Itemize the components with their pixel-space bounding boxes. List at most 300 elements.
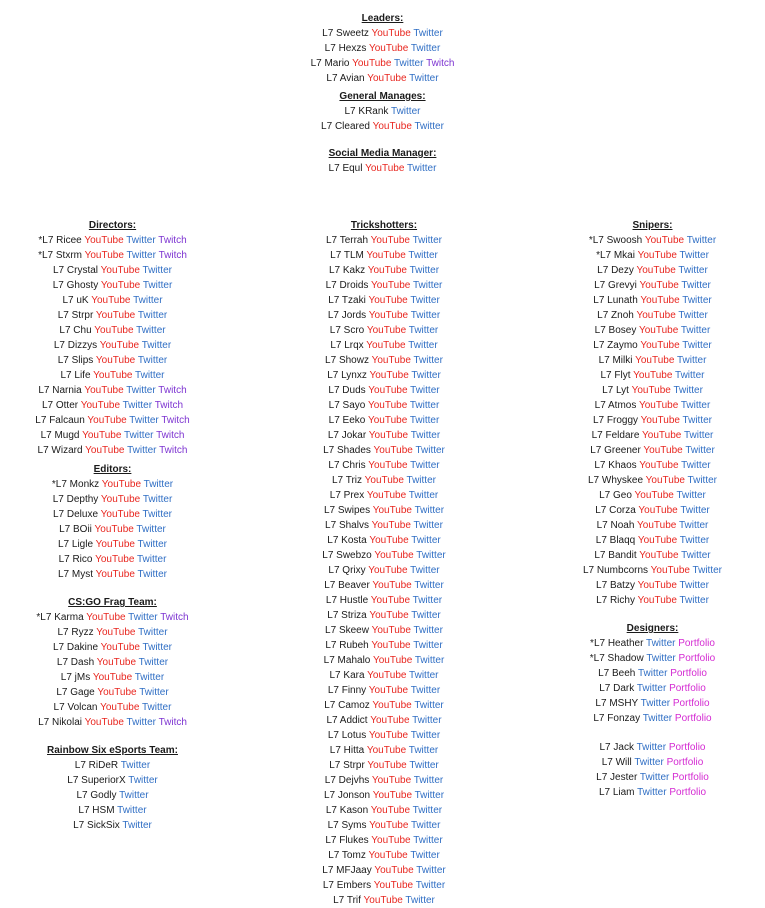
member-name: L7 Jokar [327, 430, 367, 441]
youtube-link[interactable]: YouTube [637, 595, 677, 606]
twitter-link[interactable]: Twitter [680, 505, 710, 516]
youtube-link[interactable]: YouTube [100, 509, 140, 520]
twitter-link[interactable]: Twitter [128, 775, 158, 786]
youtube-link[interactable]: YouTube [94, 325, 134, 336]
twitter-link[interactable]: Twitter [410, 310, 441, 321]
youtube-link[interactable]: YouTube [87, 415, 127, 426]
twitter-link[interactable]: Twitter [133, 295, 163, 306]
member-name: L7 Showz [325, 355, 369, 366]
twitter-link[interactable]: Twitter [126, 250, 156, 261]
youtube-link[interactable]: YouTube [97, 687, 137, 698]
youtube-link[interactable]: YouTube [368, 295, 408, 306]
twitter-link[interactable]: Twitter [413, 625, 443, 636]
twitter-link[interactable]: Twitter [413, 28, 443, 39]
member-row [540, 323, 765, 338]
twitter-link[interactable]: Twitter [415, 880, 446, 891]
youtube-link[interactable]: YouTube [642, 430, 682, 441]
youtube-link[interactable]: YouTube [94, 524, 134, 535]
member-name: L7 Triz [332, 475, 363, 486]
twitter-link[interactable]: Twitter [409, 265, 440, 276]
youtube-link[interactable]: YouTube [368, 565, 408, 576]
youtube-link[interactable]: YouTube [634, 490, 674, 501]
youtube-link[interactable]: YouTube [639, 550, 679, 561]
member-name: L7 Equl [328, 163, 363, 174]
portfolio-link[interactable]: Portfolio [672, 698, 710, 709]
twitter-link[interactable]: Twitter [142, 509, 172, 520]
youtube-link[interactable]: YouTube [372, 655, 413, 666]
twitter-link[interactable]: Twitter [685, 445, 715, 456]
youtube-link[interactable]: YouTube [80, 400, 121, 411]
twitter-link[interactable]: Twitter [126, 385, 156, 396]
youtube-link[interactable]: YouTube [368, 460, 408, 471]
portfolio-link[interactable]: Portfolio [668, 742, 706, 753]
twitter-link[interactable]: Twitter [406, 475, 436, 486]
twitter-link[interactable]: Twitter [409, 73, 439, 84]
twitter-link[interactable]: Twitter [136, 554, 167, 565]
member-row [540, 755, 765, 770]
member-name: L7 Nikolai [38, 717, 82, 728]
youtube-link[interactable]: YouTube [373, 445, 413, 456]
twitter-link[interactable]: Twitter [126, 235, 156, 246]
youtube-link[interactable]: YouTube [368, 730, 409, 741]
youtube-link[interactable]: YouTube [640, 340, 680, 351]
youtube-link[interactable]: YouTube [638, 505, 678, 516]
section-title: Social Media Manager: [328, 148, 437, 159]
youtube-link[interactable]: YouTube [366, 340, 406, 351]
youtube-link[interactable]: YouTube [367, 670, 407, 681]
twitch-link[interactable]: Twitch [426, 58, 455, 69]
twitch-link[interactable]: Twitch [160, 612, 189, 623]
twitter-link[interactable]: Twitter [410, 730, 441, 741]
twitch-link[interactable]: Twitch [158, 250, 187, 261]
portfolio-link[interactable]: Portfolio [678, 653, 716, 664]
youtube-link[interactable]: YouTube [101, 479, 142, 490]
youtube-link[interactable]: YouTube [96, 657, 137, 668]
youtube-link[interactable]: YouTube [644, 235, 685, 246]
member-name: L7 Falcaun [35, 415, 85, 426]
youtube-link[interactable]: YouTube [638, 400, 679, 411]
portfolio-link[interactable]: Portfolio [669, 787, 707, 798]
youtube-link[interactable]: YouTube [368, 850, 408, 861]
youtube-link[interactable]: YouTube [84, 385, 124, 396]
twitter-link[interactable]: Twitter [413, 355, 443, 366]
youtube-link[interactable]: YouTube [371, 625, 411, 636]
twitter-link[interactable]: Twitter [117, 805, 147, 816]
twitter-link[interactable]: Twitter [642, 713, 673, 724]
twitch-link[interactable]: Twitch [156, 430, 185, 441]
youtube-link[interactable]: YouTube [100, 494, 141, 505]
twitter-link[interactable]: Twitter [646, 638, 676, 649]
twitter-link[interactable]: Twitter [119, 790, 149, 801]
twitter-link[interactable]: Twitter [136, 524, 166, 535]
twitch-link[interactable]: Twitch [159, 445, 188, 456]
twitter-link[interactable]: Twitter [412, 235, 443, 246]
member-name: L7 Swebzo [322, 550, 372, 561]
twitter-link[interactable]: Twitter [412, 280, 443, 291]
twitter-link[interactable]: Twitter [409, 760, 439, 771]
twitch-link[interactable]: Twitch [158, 235, 187, 246]
twitter-link[interactable]: Twitter [409, 670, 439, 681]
youtube-link[interactable]: YouTube [366, 745, 407, 756]
section-title: Leaders: [361, 13, 404, 24]
twitter-link[interactable]: Twitter [637, 787, 667, 798]
youtube-link[interactable]: YouTube [372, 505, 412, 516]
twitter-link[interactable]: Twitter [142, 642, 172, 653]
youtube-link[interactable]: YouTube [368, 43, 409, 54]
youtube-link[interactable]: YouTube [371, 775, 412, 786]
member-name: L7 Crystal [53, 265, 99, 276]
youtube-link[interactable]: YouTube [95, 569, 135, 580]
section-r6 [0, 743, 225, 833]
twitter-link[interactable]: Twitter [124, 430, 154, 441]
youtube-link[interactable]: YouTube [367, 760, 407, 771]
twitter-link[interactable]: Twitter [411, 610, 441, 621]
youtube-link[interactable]: YouTube [637, 580, 677, 591]
twitter-link[interactable]: Twitter [137, 355, 168, 366]
twitter-link[interactable]: Twitter [679, 250, 709, 261]
twitter-link[interactable]: Twitter [122, 820, 152, 831]
member-name: L7 Blaqq [595, 535, 636, 546]
youtube-link[interactable]: YouTube [93, 370, 133, 381]
youtube-link[interactable]: YouTube [369, 535, 409, 546]
member-row [270, 428, 498, 443]
twitter-link[interactable]: Twitter [408, 340, 438, 351]
section-social-media-manager [230, 146, 535, 176]
twitter-link[interactable]: Twitter [391, 106, 421, 117]
twitch-link[interactable]: Twitch [158, 717, 187, 728]
youtube-link[interactable]: YouTube [368, 385, 408, 396]
twitter-link[interactable]: Twitter [128, 612, 158, 623]
member-name: L7 Dizzys [53, 340, 98, 351]
youtube-link[interactable]: YouTube [91, 295, 131, 306]
youtube-link[interactable]: YouTube [95, 554, 135, 565]
member-row [540, 233, 765, 248]
twitter-link[interactable]: Twitter [682, 340, 712, 351]
youtube-link[interactable]: YouTube [86, 612, 126, 623]
member-row [270, 293, 498, 308]
twitter-link[interactable]: Twitter [127, 445, 157, 456]
youtube-link[interactable]: YouTube [100, 280, 141, 291]
member-row [0, 655, 225, 670]
twitter-link[interactable]: Twitter [636, 683, 667, 694]
youtube-link[interactable]: YouTube [639, 280, 679, 291]
twitter-link[interactable]: Twitter [410, 565, 440, 576]
twitter-link[interactable]: Twitter [413, 775, 444, 786]
youtube-link[interactable]: YouTube [637, 520, 677, 531]
twitter-link[interactable]: Twitter [680, 325, 711, 336]
youtube-link[interactable]: YouTube [636, 310, 676, 321]
youtube-link[interactable]: YouTube [368, 430, 409, 441]
twitter-link[interactable]: Twitter [686, 235, 717, 246]
youtube-link[interactable]: YouTube [643, 445, 683, 456]
twitter-link[interactable]: Twitter [634, 757, 664, 768]
twitter-link[interactable]: Twitter [416, 550, 446, 561]
twitter-link[interactable]: Twitter [410, 460, 440, 471]
member-name: L7 Dezy [597, 265, 634, 276]
youtube-link[interactable]: YouTube [367, 415, 408, 426]
member-name: L7 Dejvhs [324, 775, 370, 786]
twitter-link[interactable]: Twitter [678, 310, 708, 321]
twitter-link[interactable]: Twitter [681, 280, 711, 291]
twitter-link[interactable]: Twitter [679, 535, 710, 546]
youtube-link[interactable]: YouTube [367, 265, 407, 276]
twitter-link[interactable]: Twitter [135, 370, 165, 381]
twitter-link[interactable]: Twitter [142, 265, 172, 276]
twitter-link[interactable]: Twitter [414, 790, 445, 801]
youtube-link[interactable]: YouTube [370, 715, 410, 726]
youtube-link[interactable]: YouTube [95, 310, 136, 321]
twitter-link[interactable]: Twitter [122, 400, 153, 411]
youtube-link[interactable]: YouTube [367, 400, 408, 411]
twitter-link[interactable]: Twitter [120, 760, 151, 771]
twitter-link[interactable]: Twitter [408, 490, 439, 501]
member-row [540, 473, 765, 488]
youtube-link[interactable]: YouTube [371, 640, 411, 651]
member-row [270, 323, 498, 338]
twitter-link[interactable]: Twitter [408, 325, 439, 336]
youtube-link[interactable]: YouTube [352, 58, 392, 69]
youtube-link[interactable]: YouTube [371, 28, 411, 39]
twitter-link[interactable]: Twitter [681, 550, 711, 561]
twitter-link[interactable]: Twitter [411, 535, 441, 546]
youtube-link[interactable]: YouTube [95, 539, 135, 550]
youtube-link[interactable]: YouTube [640, 295, 680, 306]
youtube-link[interactable]: YouTube [95, 355, 136, 366]
member-name: L7 Striza [327, 610, 367, 621]
twitter-link[interactable]: Twitter [410, 685, 441, 696]
twitter-link[interactable]: Twitter [414, 580, 444, 591]
twitter-link[interactable]: Twitter [411, 370, 441, 381]
portfolio-link[interactable]: Portfolio [669, 683, 706, 694]
youtube-link[interactable]: YouTube [374, 865, 414, 876]
youtube-link[interactable]: YouTube [372, 580, 412, 591]
youtube-link[interactable]: YouTube [100, 702, 140, 713]
member-name: L7 Duds [328, 385, 366, 396]
twitter-link[interactable]: Twitter [410, 43, 441, 54]
twitter-link[interactable]: Twitter [412, 715, 442, 726]
twitter-link[interactable]: Twitter [143, 479, 174, 490]
twitter-link[interactable]: Twitter [636, 742, 667, 753]
twitter-link[interactable]: Twitter [676, 490, 706, 501]
youtube-link[interactable]: YouTube [371, 835, 411, 846]
portfolio-link[interactable]: Portfolio [670, 668, 707, 679]
youtube-link[interactable]: YouTube [365, 163, 405, 174]
twitter-link[interactable]: Twitter [414, 700, 444, 711]
twitter-link[interactable]: Twitter [678, 265, 708, 276]
twitter-link[interactable]: Twitter [410, 295, 440, 306]
member-row [0, 323, 225, 338]
youtube-link[interactable]: YouTube [92, 672, 133, 683]
youtube-link[interactable]: YouTube [371, 280, 411, 291]
youtube-link[interactable]: YouTube [372, 790, 412, 801]
twitter-link[interactable]: Twitter [138, 657, 169, 668]
youtube-link[interactable]: YouTube [645, 475, 685, 486]
member-row [270, 368, 498, 383]
twitter-link[interactable]: Twitter [409, 400, 440, 411]
section-directors [0, 218, 225, 458]
twitter-link[interactable]: Twitter [675, 370, 705, 381]
twitter-link[interactable]: Twitter [640, 698, 671, 709]
twitter-link[interactable]: Twitter [678, 520, 709, 531]
twitter-link[interactable]: Twitter [405, 895, 435, 906]
youtube-link[interactable]: YouTube [637, 250, 677, 261]
twitter-link[interactable]: Twitter [410, 820, 441, 831]
twitter-link[interactable]: Twitter [134, 672, 165, 683]
youtube-link[interactable]: YouTube [99, 340, 140, 351]
twitter-link[interactable]: Twitter [682, 415, 712, 426]
member-row [540, 593, 765, 608]
member-name: L7 Cleared [321, 121, 370, 132]
youtube-link[interactable]: YouTube [366, 490, 407, 501]
member-row [270, 653, 498, 668]
twitter-link[interactable]: Twitter [138, 627, 168, 638]
youtube-link[interactable]: YouTube [85, 445, 125, 456]
youtube-link[interactable]: YouTube [636, 265, 676, 276]
twitter-link[interactable]: Twitter [683, 430, 714, 441]
twitter-link[interactable]: Twitter [680, 400, 711, 411]
twitter-link[interactable]: Twitter [412, 805, 443, 816]
member-name: L7 Strpr [329, 760, 365, 771]
member-name: L7 Otter [41, 400, 79, 411]
member-name: L7 Scro [329, 325, 365, 336]
youtube-link[interactable]: YouTube [374, 550, 414, 561]
member-row [270, 518, 498, 533]
youtube-link[interactable]: YouTube [368, 685, 409, 696]
portfolio-link[interactable]: Portfolio [666, 757, 704, 768]
youtube-link[interactable]: YouTube [369, 820, 409, 831]
twitter-link[interactable]: Twitter [413, 640, 443, 651]
twitter-link[interactable]: Twitter [415, 445, 445, 456]
twitter-link[interactable]: Twitter [129, 415, 159, 426]
member-name: *L7 Heather [590, 638, 644, 649]
twitter-link[interactable]: Twitter [394, 58, 424, 69]
youtube-link[interactable]: YouTube [369, 610, 409, 621]
youtube-link[interactable]: YouTube [84, 235, 124, 246]
twitch-link[interactable]: Twitch [154, 400, 184, 411]
twitter-link[interactable]: Twitter [142, 494, 173, 505]
twitter-link[interactable]: Twitter [676, 355, 707, 366]
twitter-link[interactable]: Twitter [682, 295, 712, 306]
youtube-link[interactable]: YouTube [100, 642, 140, 653]
youtube-link[interactable]: YouTube [372, 121, 412, 132]
youtube-link[interactable]: YouTube [372, 700, 412, 711]
youtube-link[interactable]: YouTube [371, 355, 411, 366]
youtube-link[interactable]: YouTube [650, 565, 690, 576]
twitter-link[interactable]: Twitter [410, 430, 441, 441]
twitter-link[interactable]: Twitter [136, 325, 166, 336]
youtube-link[interactable]: YouTube [639, 460, 679, 471]
twitter-link[interactable]: Twitter [137, 569, 167, 580]
youtube-link[interactable]: YouTube [371, 520, 411, 531]
twitter-link[interactable]: Twitter [646, 653, 676, 664]
twitter-link[interactable]: Twitter [692, 565, 722, 576]
twitter-link[interactable]: Twitter [408, 745, 439, 756]
youtube-link[interactable]: YouTube [100, 265, 140, 276]
twitter-link[interactable]: Twitter [139, 687, 169, 698]
twitch-link[interactable]: Twitch [158, 385, 187, 396]
youtube-link[interactable]: YouTube [637, 535, 678, 546]
twitter-link[interactable]: Twitter [673, 385, 703, 396]
member-row [540, 740, 765, 755]
twitter-link[interactable]: Twitter [137, 310, 168, 321]
twitter-link[interactable]: Twitter [126, 717, 156, 728]
twitter-link[interactable]: Twitter [679, 595, 709, 606]
youtube-link[interactable]: YouTube [96, 627, 136, 638]
twitter-link[interactable]: Twitter [410, 385, 440, 396]
youtube-link[interactable]: YouTube [633, 370, 673, 381]
member-row [0, 353, 225, 368]
twitter-link[interactable]: Twitter [142, 280, 173, 291]
youtube-link[interactable]: YouTube [370, 595, 411, 606]
twitter-link[interactable]: Twitter [142, 702, 172, 713]
youtube-link[interactable]: YouTube [635, 355, 675, 366]
member-row [230, 26, 535, 41]
member-row [230, 41, 535, 56]
twitter-link[interactable]: Twitter [408, 250, 438, 261]
youtube-link[interactable]: YouTube [363, 895, 403, 906]
twitch-link[interactable]: Twitch [161, 415, 190, 426]
twitter-link[interactable]: Twitter [406, 163, 437, 174]
twitter-link[interactable]: Twitter [414, 505, 445, 516]
portfolio-link[interactable]: Portfolio [678, 638, 715, 649]
member-name: L7 Lyt [602, 385, 629, 396]
twitter-link[interactable]: Twitter [141, 340, 172, 351]
twitter-link[interactable]: Twitter [639, 772, 670, 783]
twitter-link[interactable]: Twitter [409, 415, 440, 426]
twitter-link[interactable]: Twitter [637, 668, 668, 679]
section-title: Directors: [88, 220, 137, 231]
portfolio-link[interactable]: Portfolio [674, 713, 712, 724]
member-name: L7 Lrqx [330, 340, 364, 351]
youtube-link[interactable]: YouTube [368, 310, 409, 321]
youtube-link[interactable]: YouTube [370, 805, 411, 816]
youtube-link[interactable]: YouTube [640, 415, 680, 426]
youtube-link[interactable]: YouTube [84, 250, 124, 261]
youtube-link[interactable]: YouTube [366, 325, 407, 336]
youtube-link[interactable]: YouTube [631, 385, 671, 396]
twitter-link[interactable]: Twitter [416, 865, 446, 876]
twitter-link[interactable]: Twitter [413, 835, 443, 846]
member-name: L7 Kara [329, 670, 365, 681]
twitter-link[interactable]: Twitter [137, 539, 167, 550]
youtube-link[interactable]: YouTube [84, 717, 124, 728]
youtube-link[interactable]: YouTube [367, 73, 407, 84]
section-editors [0, 462, 225, 582]
youtube-link[interactable]: YouTube [366, 250, 406, 261]
twitter-link[interactable]: Twitter [414, 121, 444, 132]
member-row [0, 700, 225, 715]
member-name: L7 Gage [56, 687, 95, 698]
twitter-link[interactable]: Twitter [413, 520, 443, 531]
twitter-link[interactable]: Twitter [679, 580, 709, 591]
portfolio-link[interactable]: Portfolio [672, 772, 709, 783]
youtube-link[interactable]: YouTube [364, 475, 404, 486]
member-name: L7 Camoz [324, 700, 370, 711]
youtube-link[interactable]: YouTube [373, 880, 414, 891]
member-row [0, 413, 225, 428]
twitter-link[interactable]: Twitter [687, 475, 717, 486]
twitter-link[interactable]: Twitter [414, 655, 445, 666]
youtube-link[interactable]: YouTube [82, 430, 122, 441]
youtube-link[interactable]: YouTube [370, 235, 410, 246]
youtube-link[interactable]: YouTube [369, 370, 409, 381]
member-row [540, 578, 765, 593]
twitter-link[interactable]: Twitter [412, 595, 443, 606]
twitter-link[interactable]: Twitter [681, 460, 711, 471]
twitter-link[interactable]: Twitter [410, 850, 440, 861]
section-title: Designers: [626, 623, 679, 634]
youtube-link[interactable]: YouTube [638, 325, 679, 336]
